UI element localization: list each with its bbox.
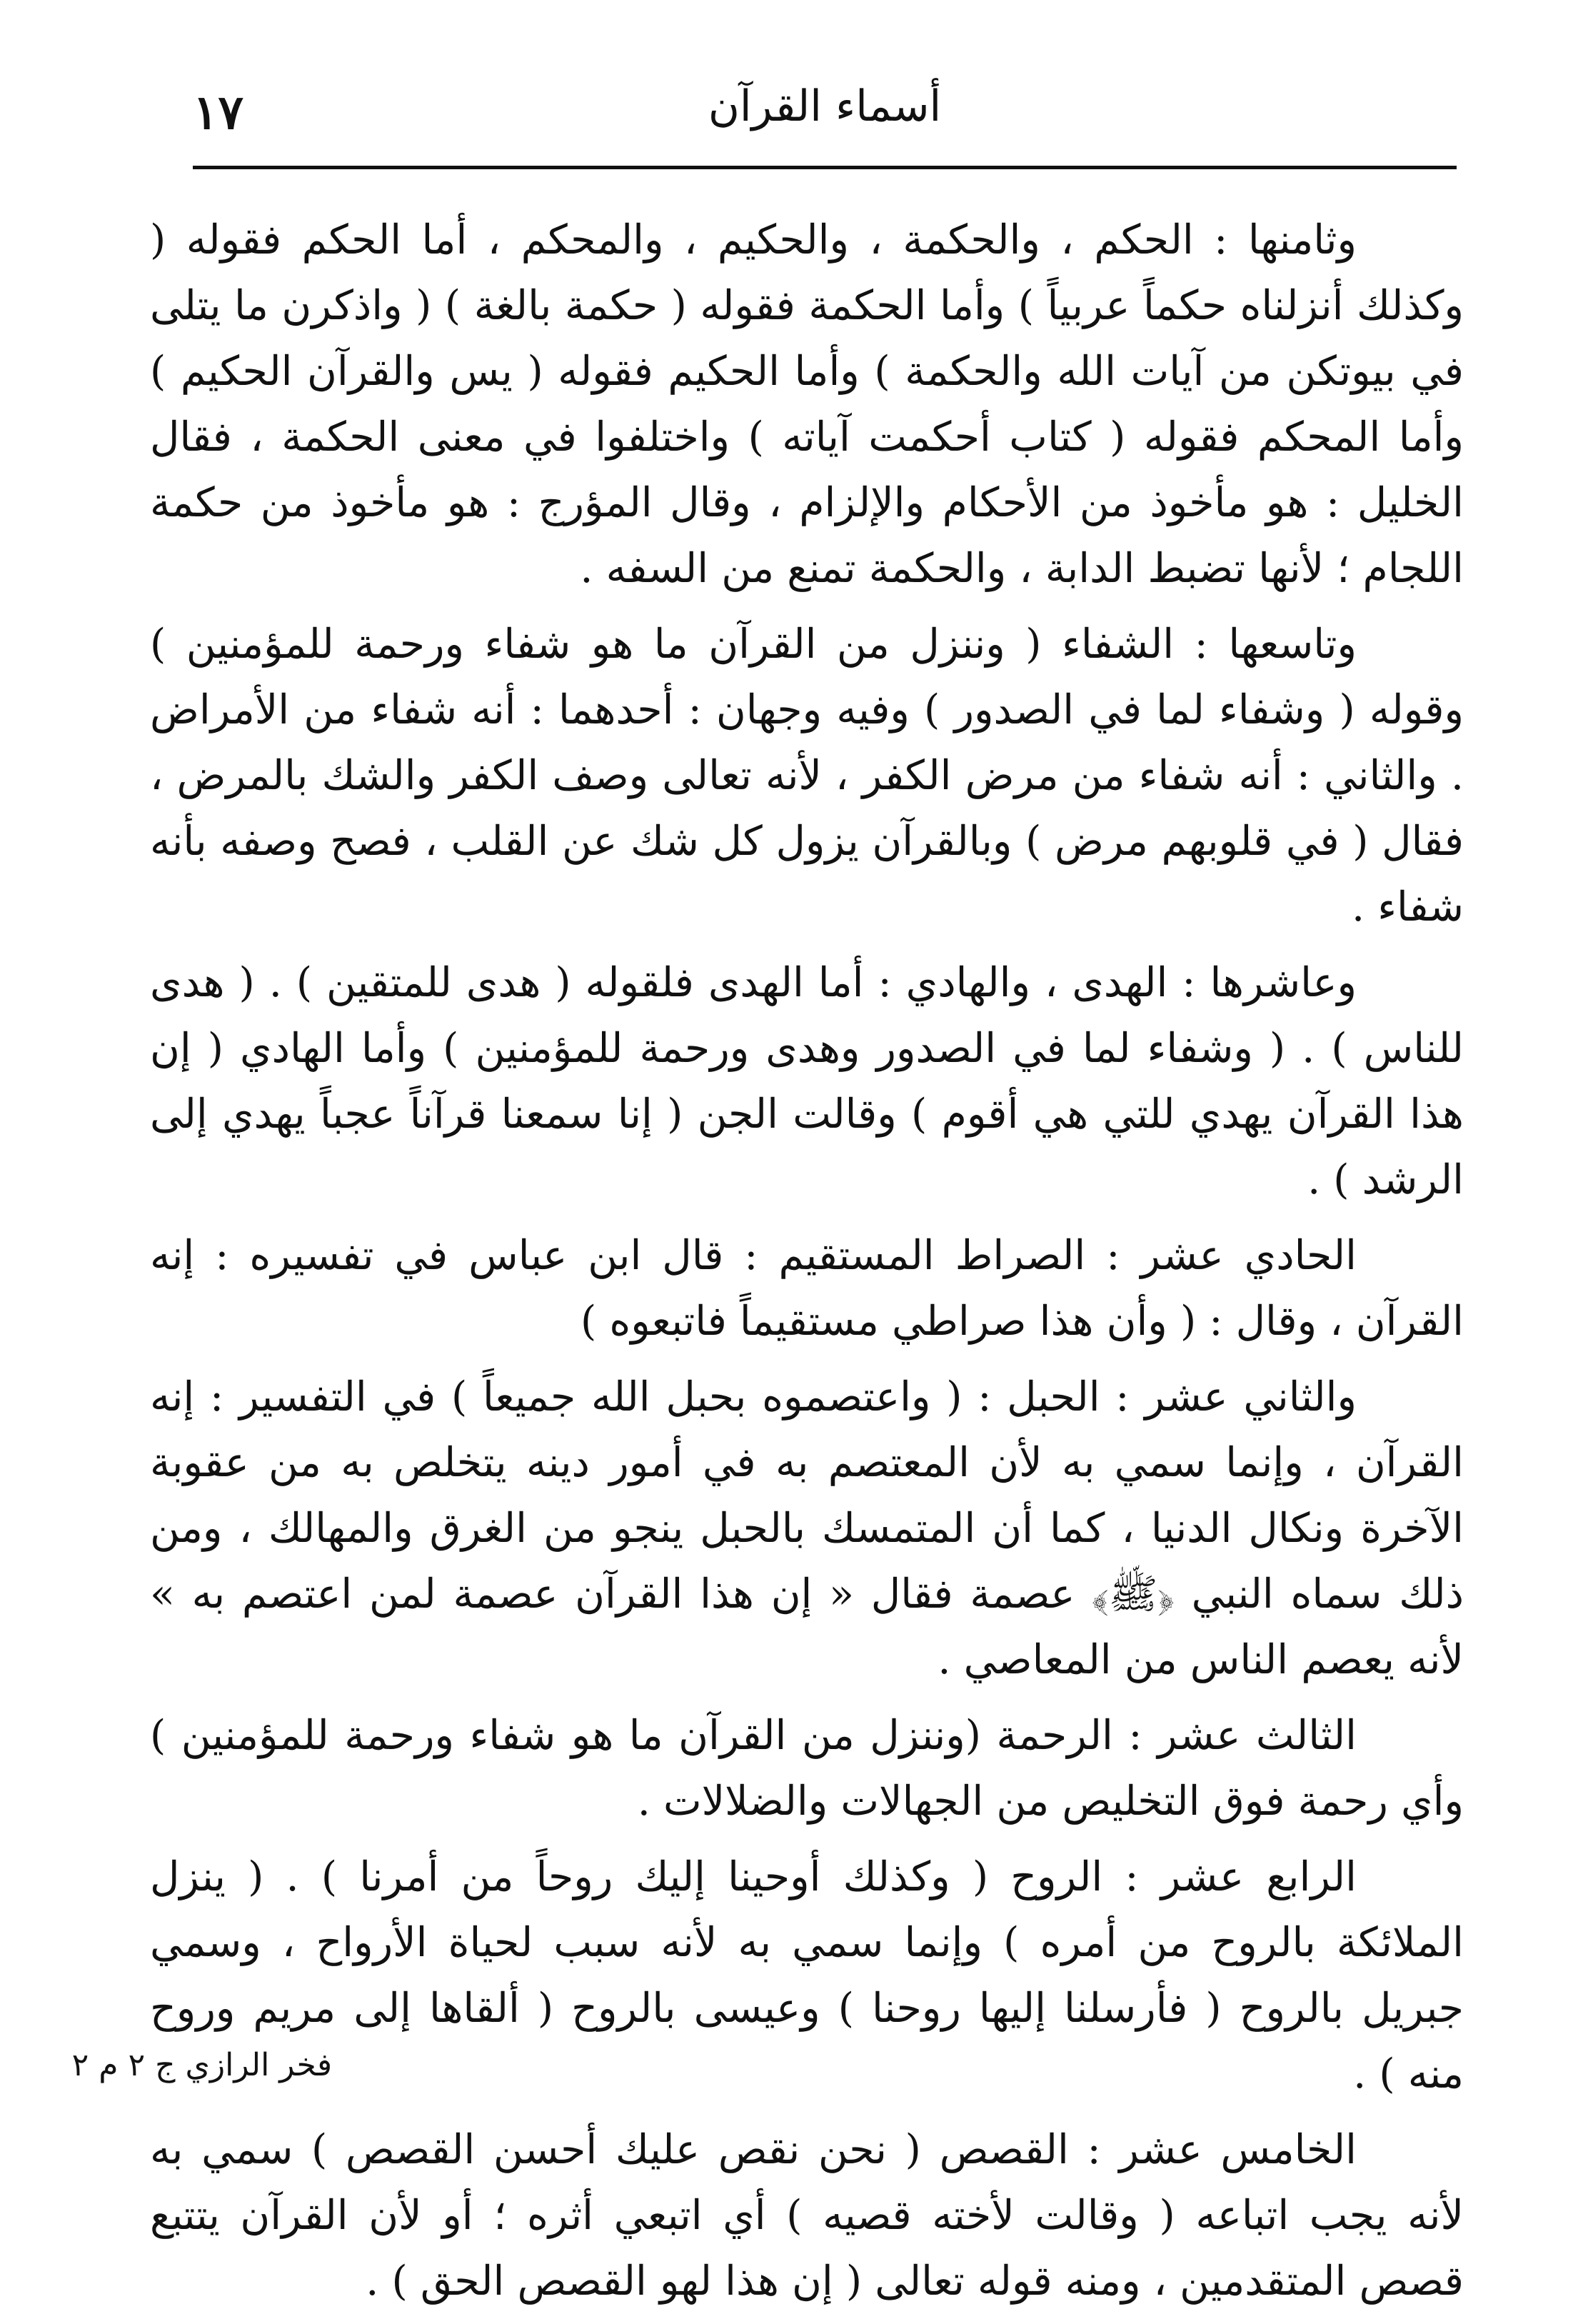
paragraph-fourteenth-name: الرابع عشر : الروح ( وكذلك أوحينا إليك روحاً من أمرنا ) . ( ينزل الملائكة بالروح من أمره ) وإنما سمي به لأنه سبب لحياة الأرواح ، وسمي جبريل بالروح ( فأرسلنا إليها روحنا ) وعيسى بالروح ( ألقاها إلى مريم وروح منه ) .: [150, 1853, 1464, 2098]
paragraph-twelfth-name: والثاني عشر : الحبل : ( واعتصموه بحبل الله جميعاً ) في التفسير : إنه القرآن ، وإنما سمي به لأن المعتصم به في أمور دينه يتخلص به من عقوبة الآخرة ونكال الدنيا ، كما أن المتمسك بالحبل ينجو من الغرق والمهالك ، ومن ذلك سماه النبي ﴿ﷺ﴾ عصمة فقال « إن هذا القرآن عصمة لمن اعتصم به » لأنه يعصم الناس من المعاصي .: [150, 1373, 1464, 1683]
paragraph-tenth-name: وعاشرها : الهدى ، والهادي : أما الهدى فلقوله ( هدى للمتقين ) . ( هدى للناس ) . ( وشفاء لما في الصدور وهدى ورحمة للمؤمنين ) وأما الهادي ( إن هذا القرآن يهدي للتي هي أقوم ) وقالت الجن ( إنا سمعنا قرآناً عجباً يهدي إلى الرشد ) .: [150, 959, 1464, 1203]
paragraph-thirteenth-name: الثالث عشر : الرحمة (وننزل من القرآن ما هو شفاء ورحمة للمؤمنين ) وأي رحمة فوق التخليص من الجهالات والضلالات .: [150, 1712, 1464, 1825]
body-text: [150, 207, 1464, 2324]
paragraph-eighth-name: وثامنها : الحكم ، والحكمة ، والحكيم ، والمحكم ، أما الحكم فقوله ( وكذلك أنزلناه حكماً عربياً ) وأما الحكمة فقوله ( حكمة بالغة ) ( واذكرن ما يتلى في بيوتكن من آيات الله والحكمة ) وأما الحكيم فقوله ( يس والقرآن الحكيم ) وأما المحكم فقوله ( كتاب أحكمت آياته ) واختلفوا في معنى الحكمة ، فقال الخليل : هو مأخوذ من الأحكام والإلزام ، وقال المؤرج : هو مأخوذ من حكمة اللجام ؛ لأنها تضبط الدابة ، والحكمة تمنع من السفه .: [150, 216, 1464, 592]
page-number: ١٧: [193, 84, 243, 140]
header-rule: [193, 166, 1457, 169]
page-header: [193, 71, 1457, 164]
running-title: أسماء القرآن: [708, 81, 942, 131]
signature-mark: فخر الرازي ج ٢ م ٢: [71, 2047, 332, 2083]
paragraph-fifteenth-name: الخامس عشر : القصص ( نحن نقص عليك أحسن القصص ) سمي به لأنه يجب اتباعه ( وقالت لأخته قصيه ) أي اتبعي أثره ؛ أو لأن القرآن يتتبع قصص المتقدمين ، ومنه قوله تعالى ( إن هذا لهو القصص الحق ) .: [150, 2126, 1464, 2305]
paragraph-eleventh-name: الحادي عشر : الصراط المستقيم : قال ابن عباس في تفسيره : إنه القرآن ، وقال : ( وأن هذا صراطي مستقيماً فاتبعوه ): [150, 1232, 1464, 1345]
paragraph-ninth-name: وتاسعها : الشفاء ( وننزل من القرآن ما هو شفاء ورحمة للمؤمنين ) وقوله ( وشفاء لما في الصدور ) وفيه وجهان : أحدهما : أنه شفاء من الأمراض . والثاني : أنه شفاء من مرض الكفر ، لأنه تعالى وصف الكفر والشك بالمرض ، فقال ( في قلوبهم مرض ) وبالقرآن يزول كل شك عن القلب ، فصح وصفه بأنه شفاء .: [150, 621, 1464, 931]
